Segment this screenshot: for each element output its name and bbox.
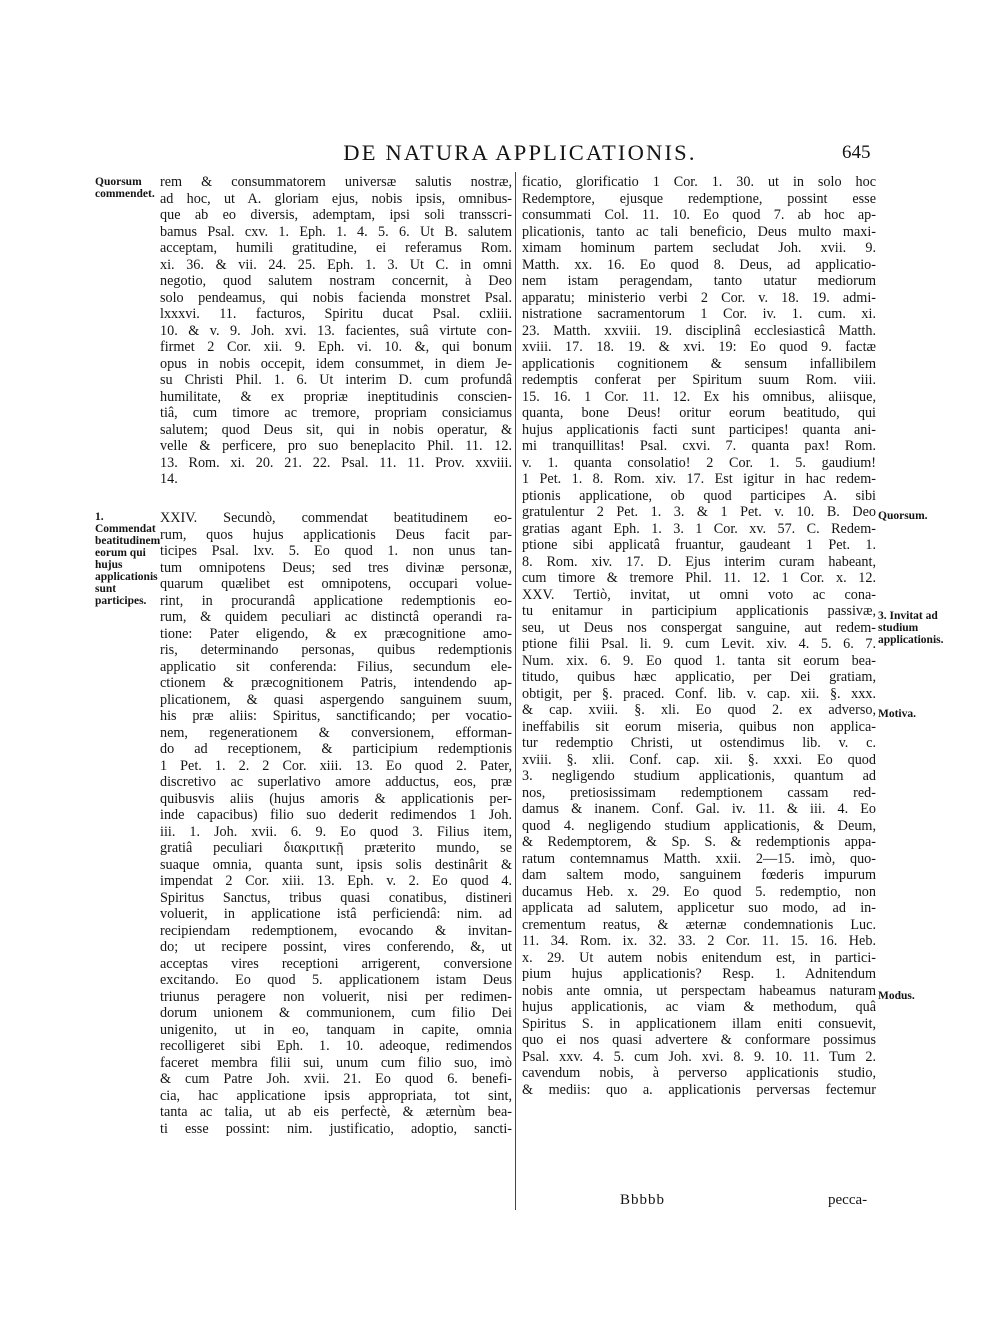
text-line: 23. Matth. xxviii. 19. disciplinâ ecclesiasticâ Matth. bbox=[522, 322, 876, 339]
text-line: bamus Psal. cxv. 1. Eph. 1. 4. 5. 6. Ut B. salutem bbox=[160, 223, 512, 240]
right-column bbox=[522, 174, 876, 1098]
text-line: his præ aliis: Spiritus, sanctificando; per vocatio- bbox=[160, 708, 512, 724]
text-line: Matth. xx. 16. Eo quod 8. Deus, ad applicatio- bbox=[522, 256, 876, 273]
page-number: 645 bbox=[842, 142, 871, 163]
text-line: quo ei nos quasi advertere & conformare possimus bbox=[522, 1032, 876, 1048]
text-line: tiâ, cum timore ac tremore, propriam consiciamus bbox=[160, 405, 512, 421]
text-line: applicatio sit conferenda: Filius, secundum ele- bbox=[160, 658, 512, 675]
text-line: hujus applicationis, ac viam & methodum, quâ bbox=[522, 999, 876, 1015]
text-line: seu, ut Deus nos conspergat sanguine, aut redem- bbox=[522, 619, 876, 636]
text-line: ctionem & præcognitionem Patris, intendendo ap- bbox=[160, 675, 512, 691]
text-line: velle & perficere, pro suo beneplacito Phil. 11. 12. bbox=[160, 438, 512, 454]
text-line: rum, & quidem peculiari ac distinctâ operandi ra- bbox=[160, 609, 512, 625]
text-line: nistratione sacramentorum 1 Cor. iv. 1. cum. xi. bbox=[522, 306, 876, 322]
text-line: ratum contemnamus Matth. xxii. 2—15. imò, quo- bbox=[522, 850, 876, 867]
text-line: Num. xix. 6. 9. Eo quod 1. tanta sit eorum bea- bbox=[522, 652, 876, 669]
text-line: cia, hac applicatione ipsis appropriata, tot sint, bbox=[160, 1087, 512, 1104]
text-line: quanta, bone Deus! oritur eorum beatitudo, qui bbox=[522, 405, 876, 421]
text-line: ris, determinando personas, quibus redemptionis bbox=[160, 642, 512, 658]
text-line: 1 Pet. 1. 8. Rom. xiv. 17. Est igitur in hac redem- bbox=[522, 471, 876, 487]
text-line: cum timore & tremore Phil. 11. 12. 1 Cor. x. 12. bbox=[522, 570, 876, 586]
text-line: 14. bbox=[160, 471, 178, 487]
text-line: voluerit, in applicatione istâ perficiendâ: nim. ad bbox=[160, 906, 512, 922]
text-line: gratiâ peculiari διακριτικῇ præterito mundo, se bbox=[160, 840, 512, 856]
text-line: recipiendam redemptionem, evocando & invitan- bbox=[160, 922, 512, 939]
text-line: quarum quælibet est omnipotens, occupari volue- bbox=[160, 576, 512, 592]
text-line: unigenito, ut in eo, tanquam in capite, omnia bbox=[160, 1021, 512, 1038]
text-line: tione: Pater eligendo, & ex præcognitione amo- bbox=[160, 625, 512, 642]
text-line: ineffabilis sit eorum miseria, quibus non applica- bbox=[522, 718, 876, 735]
left-column-top bbox=[160, 174, 512, 488]
text-line: nobis ante omnia, ut perspectam habeamus naturam bbox=[522, 982, 876, 999]
text-line: v. 1. quanta consolatio! 2 Cor. 1. 5. gaudium! bbox=[522, 454, 876, 471]
text-line: ptionis applicatione, ob quod participes A. sibi bbox=[522, 487, 876, 504]
text-line: cavendum nobis, à perverso applicationis studio, bbox=[522, 1065, 876, 1081]
text-line: discretivo ac superlativo amore adductus, eos, præ bbox=[160, 774, 512, 790]
text-line: 13. Rom. xi. 20. 21. 22. Psal. 11. 11. Prov. xxviii. bbox=[160, 454, 512, 471]
text-line: excitando. Eo quod 5. applicationem istam Deus bbox=[160, 972, 512, 988]
text-line: suaque omnia, quanta sunt, ipsis solis destinârit & bbox=[160, 856, 512, 873]
text-line: damus & inanem. Conf. Gal. iv. 11. & iii. 4. Eo bbox=[522, 801, 876, 817]
section-heading-line: XXV. Tertiò, invitat, ut omni voto ac cona- bbox=[522, 586, 876, 603]
text-line: ducamus Heb. x. 29. Eo quod 5. redemptio, non bbox=[522, 883, 876, 900]
text-line: gratulentur 2 Pet. 1. 3. & 1 Pet. v. 10. B. Deo bbox=[522, 504, 876, 520]
text-line: nem istam peragendam, tanto utatur mediorum bbox=[522, 273, 876, 289]
marginal-note-commendat: 1. Commendat beatitudinem eorum qui hujus applicationis sunt participes. bbox=[95, 511, 161, 607]
text-line: ptione sibi applicatâ fruantur, gaudeant 1 Pet. 1. bbox=[522, 537, 876, 553]
text-line: tur redemptio Christi, ut ostendimus lib. v. c. bbox=[522, 735, 876, 751]
text-line: negotio, quod salutem nostram concernit, à Deo bbox=[160, 273, 512, 289]
marginal-note-modus: Modus. bbox=[878, 990, 915, 1002]
text-line: acceptas vires receptioni arrigerent, conversione bbox=[160, 955, 512, 972]
text-line: ti esse possint: nim. justificatio, adoptio, sancti- bbox=[160, 1120, 512, 1137]
text-line: Spiritus Sanctus, tribus quasi conatibus, distineri bbox=[160, 889, 512, 906]
text-line: quod 4. negligendo studium applicationis, & Deum, bbox=[522, 817, 876, 834]
text-line: rint, in procurandâ applicatione redemptionis eo- bbox=[160, 592, 512, 609]
text-line: nos, pretiosissimam redemptionem cassam red- bbox=[522, 784, 876, 801]
text-line: tum omnipotens Deus; sed tres divinæ personæ, bbox=[160, 559, 512, 576]
text-line: 11. 34. Rom. ix. 32. 33. 2 Cor. 11. 15. 16. Heb. bbox=[522, 933, 876, 949]
text-line: ticipes Psal. lxv. 5. Eo quod 1. non unus tan- bbox=[160, 543, 512, 559]
text-line: titudo, quibus hæc applicatio, per Dei gratiam, bbox=[522, 669, 876, 685]
text-line: firmet 2 Cor. xii. 9. Eph. vi. 10. &, qui bonum bbox=[160, 339, 512, 355]
text-line: nem, regenerationem & conversionem, efforman- bbox=[160, 724, 512, 741]
text-line: hujus applicationis facti sunt participes! quanta ani- bbox=[522, 421, 876, 438]
text-line: humilitate, & ex propriæ ineptitudinis conscien- bbox=[160, 388, 512, 405]
text-line: opus in nobis occepit, idem consummet, in diem Je- bbox=[160, 355, 512, 372]
text-line: pium hujus applicationis? Resp. 1. Adnitendum bbox=[522, 966, 876, 982]
text-line: applicata ad salutem, applicetur suo modo, ad in- bbox=[522, 900, 876, 916]
text-line: 3. negligendo studium applicationis, quantum ad bbox=[522, 768, 876, 784]
text-line: 8. Rom. xiv. 17. D. Ejus interim curam habeant, bbox=[522, 553, 876, 570]
text-line: lxxxvi. 11. facturos, Spiritu ducat Psal. cxliii. bbox=[160, 306, 512, 322]
text-line: xi. 36. & vii. 24. 25. Eph. 1. 3. Ut C. in omni bbox=[160, 256, 512, 273]
running-head bbox=[0, 140, 1000, 170]
text-line: Spiritus S. in applicationem illam eniti consuevit, bbox=[522, 1015, 876, 1032]
text-line: 15. 16. 1 Cor. 11. 12. Ex his omnibus, aliisque, bbox=[522, 388, 876, 405]
signature-mark: Bbbbb bbox=[620, 1192, 666, 1208]
text-line: do; ut recipere possint, vires conferendo, &, ut bbox=[160, 939, 512, 955]
text-line: ximam hominum partem secludat Joh. xvii. 9. bbox=[522, 240, 876, 256]
text-line: consummati Col. 11. 10. Eo quod 7. ab hoc ap- bbox=[522, 207, 876, 223]
text-line: impendat 2 Cor. xiii. 13. Eph. v. 2. Eo quod 4. bbox=[160, 873, 512, 889]
text-line: applicationis cognitionem & sensum infallibilem bbox=[522, 355, 876, 372]
text-line: ficatio, glorificatio 1 Cor. 1. 30. ut in solo hoc bbox=[522, 174, 876, 190]
text-line: quibusvis aliis (hujus amoris & applicationis per- bbox=[160, 790, 512, 807]
left-column-main bbox=[160, 510, 512, 1137]
marginal-note-quorsum-right: Quorsum. bbox=[878, 510, 928, 522]
text-line: su Christi Phil. 1. 6. Ut interim D. cum profundâ bbox=[160, 372, 512, 388]
text-line: & mediis: quo a. applicationis perversas fectemur bbox=[522, 1081, 876, 1098]
text-line: salutem; quod Deus sit, qui in nobis operatur, & bbox=[160, 421, 512, 438]
text-line: apparatu; ministerio verbi 2 Cor. v. 18. 19. admi- bbox=[522, 289, 876, 306]
text-line: que ab eo diversis, ademptam, ipsi soli transscri- bbox=[160, 207, 512, 223]
marginal-note-motiva: Motiva. bbox=[878, 708, 917, 720]
text-line: dorum unionem & communionem, cum filio Dei bbox=[160, 1005, 512, 1021]
text-line: faceret membra filii sui, unum cum filio suo, imò bbox=[160, 1054, 512, 1071]
text-line: acceptam, humili gratitudine, ei referamus Rom. bbox=[160, 240, 512, 256]
text-line: inde capacibus) filio suo dederit redimendos 1 Joh. bbox=[160, 807, 512, 823]
text-line: & Redemptorem, & Sp. S. & redemptionis appa- bbox=[522, 834, 876, 850]
marginal-note-quorsum: Quorsum commendet. bbox=[95, 176, 155, 200]
text-line: Redemptore, ejusque redemptione, possint esse bbox=[522, 190, 876, 207]
text-line: gratias agant Eph. 1. 3. 1 Cor. xv. 57. C. Redem- bbox=[522, 520, 876, 537]
text-line: rem & consummatorem universæ salutis nostræ, bbox=[160, 174, 512, 190]
text-line: tanta ac talia, ut ab eis perfectè, & æternùm bea- bbox=[160, 1104, 512, 1120]
text-line: xviii. 17. 18. 19. & xvi. 19: Eo quod 9. factæ bbox=[522, 339, 876, 355]
text-line: plicationis, tanto ac tali beneficio, Deus multo maxi- bbox=[522, 223, 876, 240]
text-line: dam saltem modo, sanguinem fœderis impurum bbox=[522, 867, 876, 883]
text-line: & cum Patre Joh. xvii. 21. Eo quod 6. benefi- bbox=[160, 1071, 512, 1087]
text-line: do ad receptionem, & participium redemptionis bbox=[160, 741, 512, 757]
section-heading-line: XXIV. Secundò, commendat beatitudinem eo- bbox=[160, 510, 512, 526]
text-line: rum, quos hujus applicationis Deus facit par- bbox=[160, 526, 512, 543]
page-title: DE NATURA APPLICATIONIS. bbox=[343, 140, 697, 165]
text-line: 10. & v. 9. Joh. xvi. 13. facientes, suâ virtute con- bbox=[160, 322, 512, 339]
text-line: redemptis conferat per Spiritum suum Rom. viii. bbox=[522, 372, 876, 388]
text-line: xviii. §. xlii. Conf. cap. xii. §. xxxi. Eo quod bbox=[522, 751, 876, 768]
text-line: mi tranquillitas! Psal. cxvi. 7. quanta pax! Rom. bbox=[522, 438, 876, 454]
text-line: recolligeret sibi Eph. 1. 10. adeoque, redimendos bbox=[160, 1038, 512, 1054]
marginal-note-invitat: 3. Invitat ad studium applicationis. bbox=[878, 610, 944, 646]
column-divider bbox=[515, 172, 516, 1210]
text-line: solo pendeamus, qui nobis facienda monstret Psal. bbox=[160, 289, 512, 306]
text-line: Psal. xxv. 4. 5. cum Joh. xvi. 8. 9. 10. 11. Tum 2. bbox=[522, 1048, 876, 1065]
text-line: & cap. xviii. §. xli. Eo quod 2. ex adverso, bbox=[522, 702, 876, 718]
text-line: iii. 1. Joh. xvii. 6. 9. Eo quod 3. Filius item, bbox=[160, 823, 512, 840]
text-line: 1 Pet. 1. 2. 2 Cor. xiii. 13. Eo quod 2. Pater, bbox=[160, 757, 512, 774]
text-line: x. 29. Ut autem nobis enitendum est, in partici- bbox=[522, 949, 876, 966]
text-line: crementum reatus, & æternæ condemnationis Luc. bbox=[522, 916, 876, 933]
text-line: tu enitamur in participium applicationis passivæ, bbox=[522, 603, 876, 619]
text-line: ad hoc, ut A. gloriam ejus, nobis ipsis, omnibus- bbox=[160, 190, 512, 207]
catchword: pecca- bbox=[828, 1192, 868, 1208]
text-line: obtigit, per §. praced. Conf. lib. v. cap. xii. §. xxx. bbox=[522, 685, 876, 702]
text-line: plicationem, & quasi aspergendo sanguinem suum, bbox=[160, 691, 512, 708]
text-line: triunus peragere non voluerit, nisi per redimen- bbox=[160, 988, 512, 1005]
text-line: ptione filii Psal. li. 9. cum Levit. xiv. 4. 5. 6. 7. bbox=[522, 636, 876, 652]
